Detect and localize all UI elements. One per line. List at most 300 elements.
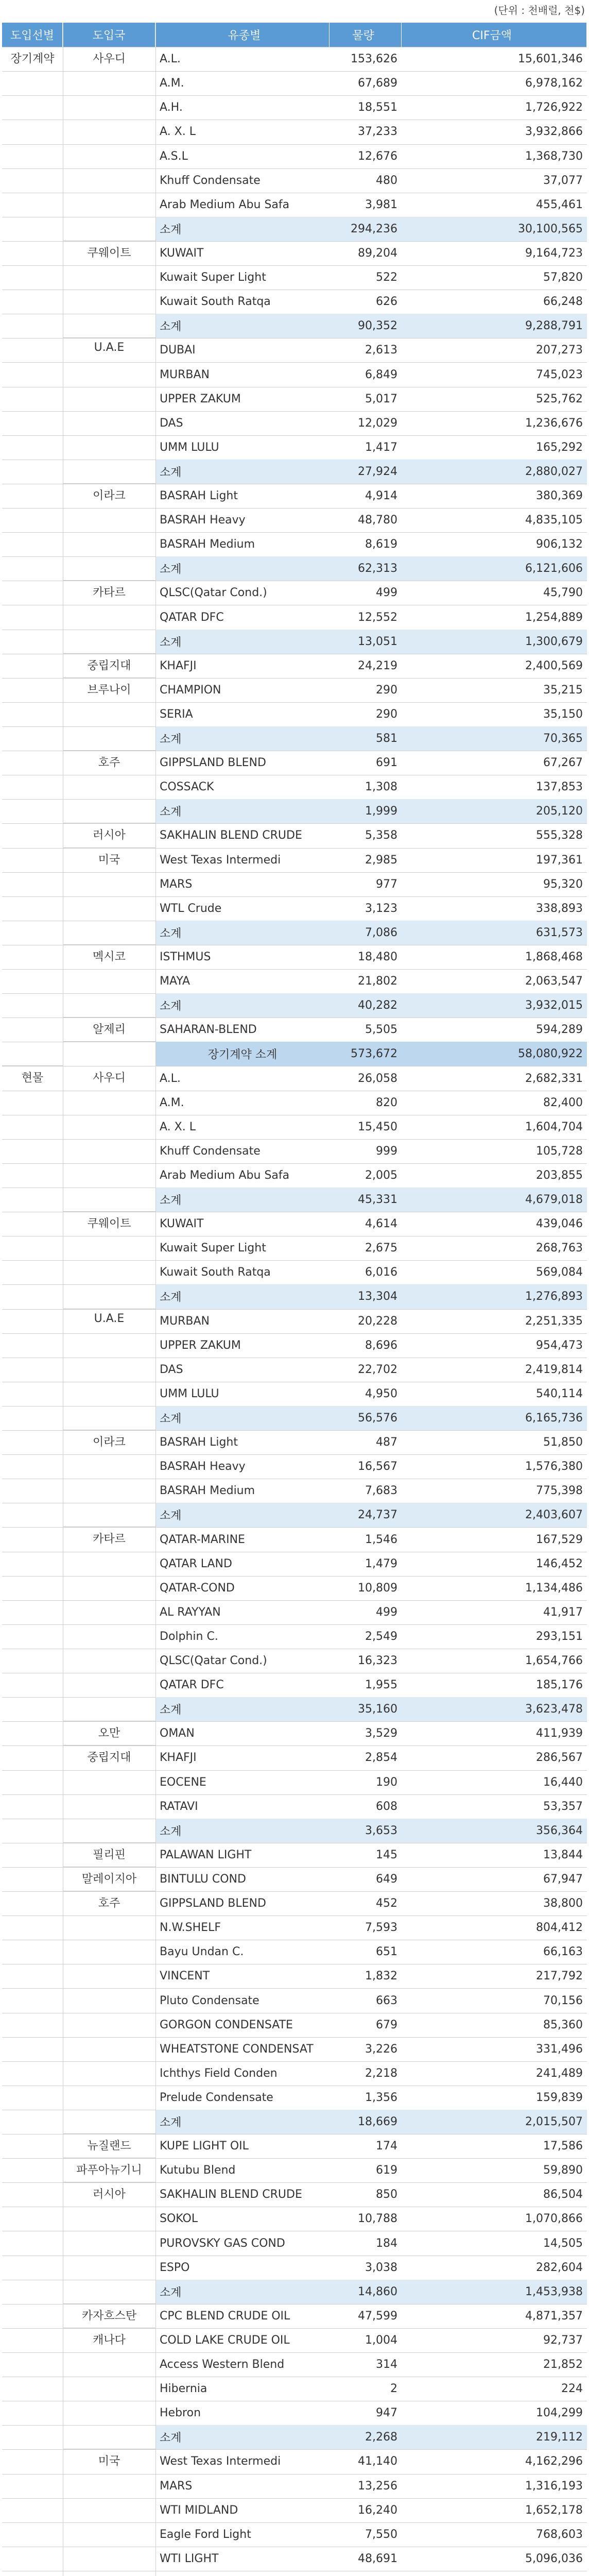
- oil-type: COSSACK: [160, 781, 214, 794]
- column-header: 도입선별: [2, 23, 63, 47]
- cif-amount: 45,790: [543, 586, 583, 600]
- oil-type: Kutubu Blend: [160, 2164, 236, 2177]
- cif-amount: 1,368,730: [525, 149, 583, 163]
- cif-amount: 1,316,193: [525, 2479, 583, 2493]
- subtotal-label: 소계: [155, 1188, 330, 1212]
- volume: 12,029: [358, 416, 397, 430]
- oil-type: MARS: [160, 877, 193, 891]
- volume: 13,051: [330, 630, 402, 654]
- cif-amount: 21,852: [543, 2358, 583, 2371]
- cif-amount: 51,850: [543, 1436, 583, 1449]
- cif-amount: 2,403,607: [402, 1503, 587, 1527]
- subtotal-label: 소계: [155, 726, 330, 751]
- oil-type: Pluto Condensate: [160, 1994, 259, 2007]
- oil-type: Kuwait South Ratqa: [160, 295, 271, 309]
- cif-amount: 35,150: [543, 707, 583, 721]
- oil-type: MARS: [160, 2479, 193, 2493]
- volume: 522: [376, 271, 397, 284]
- cif-amount: 16,440: [543, 1775, 583, 1789]
- country-label: 필리핀: [63, 1843, 155, 1867]
- cif-amount: 455,461: [536, 198, 583, 211]
- volume: 67,689: [358, 77, 397, 90]
- volume: 820: [376, 1096, 397, 1109]
- oil-type: A.L.: [160, 1072, 181, 1085]
- oil-type: A.M.: [160, 1096, 184, 1109]
- country-label: 말레이지아: [63, 1867, 155, 1891]
- cif-amount: 631,573: [402, 921, 587, 945]
- volume: 16,567: [358, 1460, 397, 1473]
- oil-type: A. X. L: [160, 125, 196, 139]
- volume: 24,737: [330, 1503, 402, 1527]
- cif-amount: 85,360: [543, 2018, 583, 2031]
- oil-type: OMAN: [160, 1727, 195, 1740]
- volume: 14,860: [330, 2280, 402, 2304]
- country-label: U.A.E: [63, 338, 155, 484]
- cif-amount: 1,254,889: [525, 611, 583, 624]
- cif-amount: 1,236,676: [525, 416, 583, 430]
- oil-type: GIPPSLAND BLEND: [160, 1897, 266, 1910]
- volume: 1,999: [330, 799, 402, 823]
- cif-amount: 3,932,015: [402, 993, 587, 1018]
- country-label: 호주: [63, 751, 155, 823]
- cif-amount: 217,792: [536, 1970, 583, 1983]
- volume: 26,058: [358, 1072, 397, 1085]
- cif-amount: 9,164,723: [525, 246, 583, 260]
- oil-type: Bayu Undan C.: [160, 1945, 244, 1959]
- oil-type: West Texas Intermedi: [160, 853, 281, 867]
- cif-amount: 6,978,162: [525, 77, 583, 90]
- volume: 626: [376, 295, 397, 309]
- volume: 16,323: [358, 1654, 397, 1668]
- volume: 5,017: [365, 392, 397, 405]
- volume: 2,005: [365, 1168, 397, 1182]
- subtotal-label: 소계: [155, 2280, 330, 2304]
- volume: 12,676: [358, 149, 397, 163]
- country-label: 러시아: [63, 823, 155, 848]
- oil-type: SOKOL: [160, 2212, 198, 2226]
- oil-type: SERIA: [160, 707, 193, 721]
- oil-type: Dolphin C.: [160, 1630, 218, 1643]
- volume: 48,780: [358, 514, 397, 527]
- cif-amount: 1,652,178: [525, 2503, 583, 2517]
- volume: 3,123: [365, 902, 397, 915]
- oil-type: Ichthys Field Conden: [160, 2066, 278, 2080]
- oil-type: ISTHMUS: [160, 951, 211, 964]
- volume: 651: [376, 1945, 397, 1959]
- cif-amount: 282,604: [536, 2261, 583, 2274]
- volume: 999: [376, 1144, 397, 1158]
- volume: 40,282: [330, 993, 402, 1018]
- cif-amount: 3,932,866: [525, 125, 583, 139]
- volume: 1,004: [365, 2333, 397, 2347]
- oil-type: A.H.: [160, 101, 183, 114]
- subtotal-label: 소계: [155, 2110, 330, 2134]
- cif-amount: 2,063,547: [525, 975, 583, 988]
- cif-amount: 6,121,606: [402, 556, 587, 581]
- cif-amount: 745,023: [536, 368, 583, 381]
- volume: 314: [376, 2358, 397, 2371]
- volume: 499: [376, 586, 397, 600]
- cif-amount: 38,800: [543, 1897, 583, 1910]
- volume: [330, 2571, 402, 2576]
- cif-amount: 1,604,704: [525, 1120, 583, 1133]
- oil-type: CHAMPION: [160, 683, 221, 697]
- volume: 174: [376, 2140, 397, 2153]
- oil-type: A. X. L: [160, 1120, 196, 1133]
- oil-type: A.M.: [160, 77, 184, 90]
- cif-amount: 70,156: [543, 1994, 583, 2007]
- oil-type: AL RAYYAN: [160, 1605, 221, 1619]
- volume: 10,809: [358, 1581, 397, 1595]
- country-label: 카타르: [63, 1527, 155, 1721]
- volume: 649: [376, 1872, 397, 1886]
- table-header: [2, 23, 587, 47]
- cif-amount: 293,151: [536, 1630, 583, 1643]
- cif-amount: 540,114: [536, 1387, 583, 1400]
- oil-type: KUWAIT: [160, 1217, 204, 1231]
- cif-amount: 2,880,027: [402, 460, 587, 484]
- volume: 2: [390, 2382, 397, 2396]
- volume: 13,304: [330, 1284, 402, 1309]
- volume: 3,529: [365, 1727, 397, 1740]
- oil-type: EOCENE: [160, 1775, 206, 1789]
- volume: 7,086: [330, 921, 402, 945]
- volume: 6,849: [365, 368, 397, 381]
- oil-type: Prelude Condensate: [160, 2091, 273, 2104]
- oil-type: N.W.SHELF: [160, 1921, 221, 1935]
- cif-amount: 17,586: [543, 2140, 583, 2153]
- cif-amount: 105,728: [536, 1144, 583, 1158]
- cif-amount: 224: [561, 2382, 583, 2396]
- volume: 679: [376, 2018, 397, 2031]
- category-label: 장기계약: [2, 47, 63, 1066]
- oil-type: QLSC(Qatar Cond.): [160, 1654, 267, 1668]
- cif-amount: 356,364: [402, 1819, 587, 1843]
- oil-type: RATAVI: [160, 1800, 198, 1813]
- cif-amount: 4,679,018: [402, 1188, 587, 1212]
- cif-amount: 1,300,679: [402, 630, 587, 654]
- country-label: 오만: [63, 1721, 155, 1745]
- cif-amount: 5,096,036: [525, 2552, 583, 2565]
- oil-type: Kuwait South Ratqa: [160, 1266, 271, 1279]
- oil-type: Kuwait Super Light: [160, 1242, 266, 1255]
- cif-amount: 2,682,331: [525, 1072, 583, 1085]
- cif-amount: 1,070,866: [525, 2212, 583, 2226]
- cif-amount: 775,398: [536, 1484, 583, 1498]
- cif-amount: 1,868,468: [525, 951, 583, 964]
- country-label: 브루나이: [63, 678, 155, 751]
- cif-amount: 197,361: [536, 853, 583, 867]
- oil-type: WHEATSTONE CONDENSAT: [160, 2042, 314, 2056]
- cif-amount: 70,365: [402, 726, 587, 751]
- cif-amount: 954,473: [536, 1338, 583, 1352]
- volume: 850: [376, 2188, 397, 2201]
- volume: 2,675: [365, 1242, 397, 1255]
- volume: 1,308: [365, 781, 397, 794]
- oil-type: QATAR LAND: [160, 1557, 232, 1570]
- cif-amount: 380,369: [536, 489, 583, 503]
- country-label: 쿠웨이트: [63, 1212, 155, 1309]
- oil-type: Arab Medium Abu Safa: [160, 198, 290, 211]
- volume: 7,683: [365, 1484, 397, 1498]
- oil-type: QATAR DFC: [160, 1679, 224, 1692]
- volume: 184: [376, 2236, 397, 2250]
- cif-amount: 525,762: [536, 392, 583, 405]
- cif-amount: 205,120: [402, 799, 587, 823]
- subtotal-label: 소계: [155, 993, 330, 1018]
- oil-type: BASRAH Medium: [160, 538, 255, 551]
- cif-amount: 569,084: [536, 1266, 583, 1279]
- country-label: 알제리: [63, 1018, 155, 1042]
- cif-amount: 2,400,569: [525, 659, 583, 672]
- subtotal-label: 소계: [155, 217, 330, 241]
- cif-amount: 268,763: [536, 1242, 583, 1255]
- volume: 1,479: [365, 1557, 397, 1570]
- volume: 90,352: [330, 314, 402, 338]
- country-label: 파푸아뉴기니: [63, 2158, 155, 2182]
- volume: 294,236: [330, 217, 402, 241]
- cif-amount: 2,251,335: [525, 1314, 583, 1328]
- volume: 15,450: [358, 1120, 397, 1133]
- cif-amount: 59,890: [543, 2164, 583, 2177]
- oil-type: BASRAH Heavy: [160, 514, 246, 527]
- oil-type: Hibernia: [160, 2382, 207, 2396]
- cif-amount: 146,452: [536, 1557, 583, 1570]
- cif-amount: 66,248: [543, 295, 583, 309]
- oil-type: BASRAH Light: [160, 1436, 238, 1449]
- cif-amount: 159,839: [536, 2091, 583, 2104]
- import-table: [2, 23, 587, 2576]
- volume: 20,228: [358, 1314, 397, 1328]
- volume: 3,653: [330, 1819, 402, 1843]
- volume: 48,691: [358, 2552, 397, 2565]
- volume: 3,038: [365, 2261, 397, 2274]
- country-label: 이라크: [63, 484, 155, 581]
- subtotal-label: 소계: [155, 630, 330, 654]
- country-label: 러시아: [63, 2182, 155, 2304]
- cif-amount: 82,400: [543, 1096, 583, 1109]
- oil-type: UPPER ZAKUM: [160, 1338, 241, 1352]
- subtotal-label: 소계: [155, 460, 330, 484]
- cif-amount: 4,162,296: [525, 2455, 583, 2468]
- oil-type: QATAR-MARINE: [160, 1533, 245, 1546]
- volume: 21,802: [358, 975, 397, 988]
- country-label: 호주: [63, 1891, 155, 2134]
- volume: 1,356: [365, 2091, 397, 2104]
- cif-amount: 66,163: [543, 1945, 583, 1959]
- volume: 1,832: [365, 1970, 397, 1983]
- oil-type: UPPER ZAKUM: [160, 392, 241, 405]
- volume: 2,985: [365, 853, 397, 867]
- country-label: 캐나다: [63, 2328, 155, 2450]
- oil-type: MURBAN: [160, 1314, 210, 1328]
- cif-amount: 338,893: [536, 902, 583, 915]
- oil-type: Access Western Blend: [160, 2358, 285, 2371]
- cif-amount: 6,165,736: [402, 1406, 587, 1430]
- volume: 2,613: [365, 344, 397, 357]
- country-label: 카자흐스탄: [63, 2304, 155, 2328]
- volume: 8,696: [365, 1338, 397, 1352]
- volume: 89,204: [358, 246, 397, 260]
- country-label: 미국: [63, 848, 155, 945]
- oil-type: QLSC(Qatar Cond.): [160, 586, 267, 600]
- column-header: 유종별: [155, 23, 330, 47]
- category-label: 현물: [2, 1066, 63, 2576]
- volume: 8,619: [365, 538, 397, 551]
- cif-amount: 86,504: [543, 2188, 583, 2201]
- volume: 4,914: [365, 489, 397, 503]
- cif-amount: 92,737: [543, 2333, 583, 2347]
- subtotal-label: 소계: [155, 1819, 330, 1843]
- oil-type: MURBAN: [160, 368, 210, 381]
- cif-amount: 14,505: [543, 2236, 583, 2250]
- cif-amount: 35,215: [543, 683, 583, 697]
- oil-type: VINCENT: [160, 1970, 210, 1983]
- unit-note: (단위 : 천배럴, 천$): [494, 4, 585, 16]
- oil-type: West Texas Intermedi: [160, 2455, 281, 2468]
- cif-amount: 165,292: [536, 440, 583, 454]
- cif-amount: 555,328: [536, 829, 583, 842]
- country-label: U.A.E: [63, 1309, 155, 1431]
- volume: 24,219: [358, 659, 397, 672]
- cif-amount: 439,046: [536, 1217, 583, 1231]
- volume: 573,672: [330, 1042, 402, 1066]
- cif-amount: 167,529: [536, 1533, 583, 1546]
- volume: 2,268: [330, 2425, 402, 2449]
- volume: 47,599: [358, 2309, 397, 2323]
- volume: 56,576: [330, 1406, 402, 1430]
- cif-amount: 53,357: [543, 1800, 583, 1813]
- volume: 487: [376, 1436, 397, 1449]
- oil-type: WTI LIGHT: [160, 2552, 219, 2565]
- cif-amount: 804,412: [536, 1921, 583, 1935]
- oil-type: GORGON CONDENSATE: [160, 2018, 293, 2031]
- cif-amount: 15,601,346: [518, 53, 583, 66]
- column-header: 물량: [330, 23, 402, 47]
- volume: 452: [376, 1897, 397, 1910]
- column-header: CIF금액: [402, 23, 587, 47]
- country-label: 카타르: [63, 581, 155, 653]
- oil-type: QATAR-COND: [160, 1581, 235, 1595]
- subtotal-label: 소계: [155, 1503, 330, 1527]
- volume: 41,140: [358, 2455, 397, 2468]
- cif-amount: 30,100,565: [402, 217, 587, 241]
- cif-amount: 411,939: [536, 1727, 583, 1740]
- oil-type: Arab Medium Abu Safa: [160, 1168, 290, 1182]
- oil-type: BASRAH Light: [160, 489, 238, 503]
- oil-type: WTI MIDLAND: [160, 2503, 238, 2517]
- subtotal-label: 소계: [155, 1406, 330, 1430]
- cif-amount: 1,276,893: [402, 1284, 587, 1309]
- country-label: 중립지대: [63, 654, 155, 678]
- volume: 1,955: [365, 1679, 397, 1692]
- subtotal-label: 소계: [155, 799, 330, 823]
- volume: 947: [376, 2406, 397, 2420]
- volume: 12,552: [358, 611, 397, 624]
- volume: 62,313: [330, 556, 402, 581]
- cif-amount: 9,288,791: [402, 314, 587, 338]
- cif-amount: 137,853: [536, 781, 583, 794]
- volume: 2,854: [365, 1751, 397, 1765]
- cif-amount: 241,489: [536, 2066, 583, 2080]
- volume: 4,950: [365, 1387, 397, 1400]
- column-header: 도입국: [63, 23, 155, 47]
- subtotal-label: 소계: [155, 1284, 330, 1309]
- oil-type: Eagle Ford Light: [160, 2528, 251, 2541]
- volume: 5,505: [365, 1023, 397, 1037]
- volume: 7,593: [365, 1921, 397, 1935]
- volume: 608: [376, 1800, 397, 1813]
- country-label: 멕시코: [63, 945, 155, 1018]
- volume: 480: [376, 174, 397, 187]
- cif-amount: 3,623,478: [402, 1697, 587, 1721]
- cif-amount: 4,871,357: [525, 2309, 583, 2323]
- country-label: 이라크: [63, 1430, 155, 1527]
- cif-amount: 67,947: [543, 1872, 583, 1886]
- oil-type: BASRAH Heavy: [160, 1460, 246, 1473]
- volume: 2,218: [365, 2066, 397, 2080]
- oil-type: GIPPSLAND BLEND: [160, 756, 266, 770]
- volume: 3,226: [365, 2042, 397, 2056]
- country-label: 미국: [63, 2449, 155, 2576]
- volume: 145: [376, 1848, 397, 1861]
- oil-type: COLD LAKE CRUDE OIL: [160, 2333, 290, 2347]
- cif-amount: 594,289: [536, 1023, 583, 1037]
- volume: 27,924: [330, 460, 402, 484]
- oil-type: Hebron: [160, 2406, 201, 2420]
- cif-amount: 13,844: [543, 1848, 583, 1861]
- cif-amount: 906,132: [536, 538, 583, 551]
- oil-type: DAS: [160, 416, 183, 430]
- subtotal-label: 소계: [155, 1697, 330, 1721]
- volume: 7,550: [365, 2528, 397, 2541]
- country-label: 사우디: [63, 1066, 155, 1212]
- oil-type: SAKHALIN BLEND CRUDE: [160, 829, 302, 842]
- country-label: 쿠웨이트: [63, 241, 155, 338]
- volume: 22,702: [358, 1363, 397, 1376]
- volume: 581: [330, 726, 402, 751]
- oil-type: SAHARAN-BLEND: [160, 1023, 257, 1037]
- oil-type: QATAR DFC: [160, 611, 224, 624]
- category-total-row: [2, 1042, 587, 1066]
- oil-type: KHAFJI: [160, 659, 197, 672]
- oil-type: DAS: [160, 1363, 183, 1376]
- volume: 691: [376, 756, 397, 770]
- oil-type: MAYA: [160, 975, 190, 988]
- oil-type: BINTULU COND: [160, 1872, 246, 1886]
- oil-type: SAKHALIN BLEND CRUDE: [160, 2188, 302, 2201]
- subtotal-label: 소계: [155, 556, 330, 581]
- oil-type: DUBAI: [160, 344, 196, 357]
- volume: 10,788: [358, 2212, 397, 2226]
- cif-amount: [402, 2571, 587, 2576]
- cif-amount: 57,820: [543, 271, 583, 284]
- oil-type: PUROVSKY GAS COND: [160, 2236, 285, 2250]
- cif-amount: 203,855: [536, 1168, 583, 1182]
- oil-type: Kuwait Super Light: [160, 271, 266, 284]
- cif-amount: 207,273: [536, 344, 583, 357]
- cif-amount: 37,077: [543, 174, 583, 187]
- volume: 6,016: [365, 1266, 397, 1279]
- volume: 45,331: [330, 1188, 402, 1212]
- category-total-label: 장기계약 소계: [155, 1042, 330, 1066]
- oil-type: [155, 2571, 330, 2576]
- oil-type: UMM LULU: [160, 1387, 219, 1400]
- volume: 35,160: [330, 1697, 402, 1721]
- subtotal-label: 소계: [155, 2425, 330, 2449]
- cif-amount: 1,576,380: [525, 1460, 583, 1473]
- cif-amount: 104,299: [536, 2406, 583, 2420]
